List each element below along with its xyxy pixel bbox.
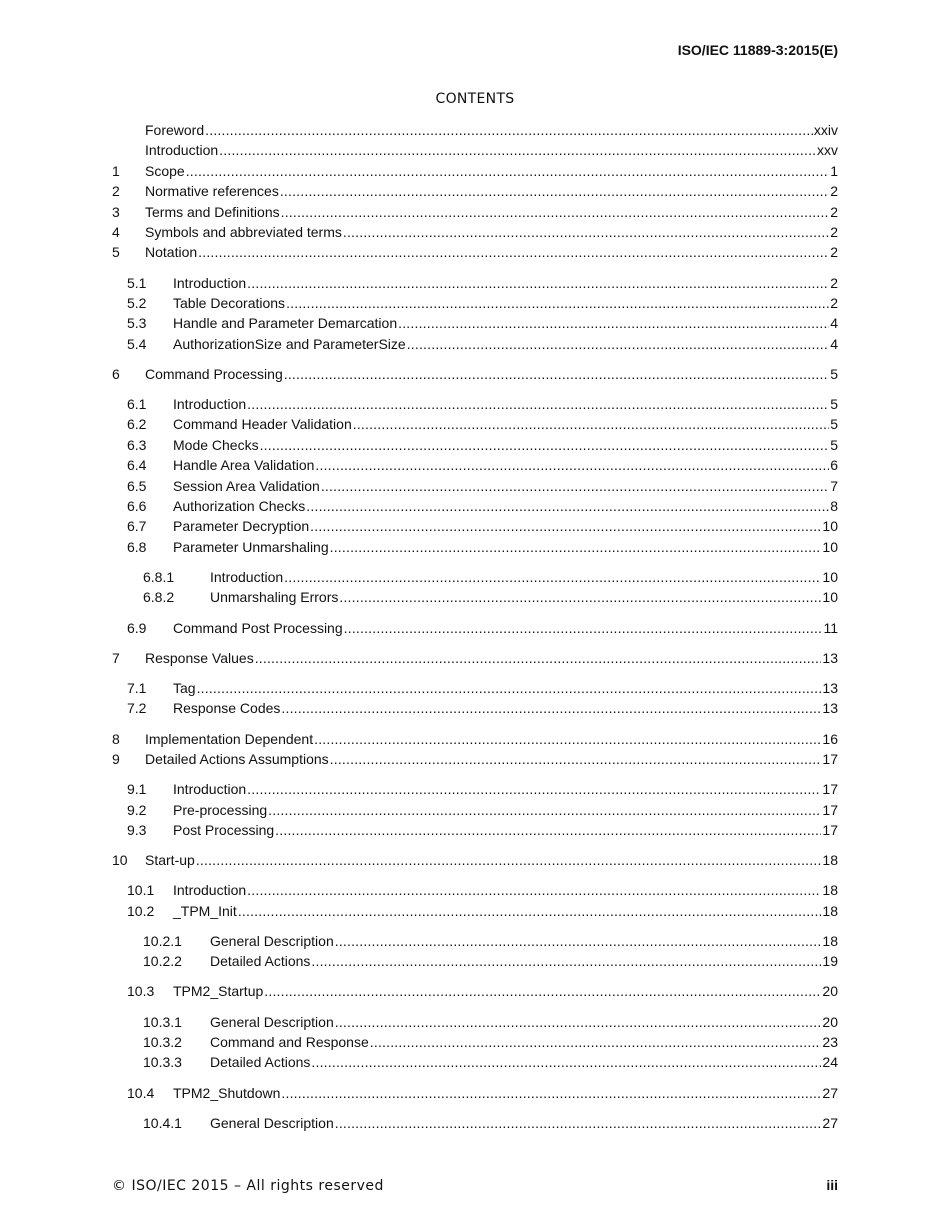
- toc-entry[interactable]: [112, 394, 838, 414]
- toc-entry-label: Normative references: [145, 183, 279, 200]
- toc-entry-page: 2: [830, 183, 838, 200]
- dot-leader: [264, 981, 821, 1001]
- toc-entry[interactable]: [112, 313, 838, 333]
- dot-leader: [315, 455, 829, 475]
- toc-entry-page: 10: [822, 569, 838, 585]
- document-id: ISO/IEC 11889-3:2015(E): [677, 42, 838, 58]
- toc-entry-number: 6.2: [127, 416, 147, 433]
- toc-entry[interactable]: [112, 749, 838, 769]
- toc-entry-number: 5.1: [127, 274, 147, 291]
- toc-entry-number: 1: [112, 162, 120, 179]
- toc-entry[interactable]: [112, 800, 838, 820]
- toc-entry-page: 13: [822, 679, 838, 696]
- toc-entry-number: 7.2: [127, 700, 147, 717]
- toc-entry[interactable]: [112, 698, 838, 718]
- toc-entry-label: General Description: [210, 932, 334, 949]
- toc-entry-number: 6.7: [127, 518, 147, 535]
- toc-entry[interactable]: [112, 222, 838, 242]
- toc-entry-label: General Description: [210, 1114, 334, 1131]
- dot-leader: [196, 850, 822, 870]
- toc-entry[interactable]: [112, 435, 838, 455]
- toc-entry[interactable]: [112, 120, 838, 140]
- toc-entry-number: 5.2: [127, 294, 147, 311]
- toc-entry-page: 19: [822, 953, 838, 970]
- toc-entry[interactable]: [112, 779, 838, 799]
- toc-entry-page: 27: [822, 1084, 838, 1101]
- toc-entry[interactable]: [112, 618, 838, 638]
- toc-entry-label: TPM2_Startup: [173, 983, 264, 1000]
- toc-entry-label: Symbols and abbreviated terms: [145, 223, 342, 240]
- toc-entry-label: Detailed Actions: [210, 953, 311, 970]
- dot-leader: [311, 1052, 821, 1072]
- toc-entry[interactable]: [112, 242, 838, 262]
- toc-entry-page: 2: [830, 203, 838, 220]
- dot-leader: [260, 435, 830, 455]
- dot-leader: [335, 931, 822, 951]
- toc-entry-page: 2: [830, 274, 838, 291]
- toc-entry-label: Detailed Actions: [210, 1054, 311, 1071]
- toc-entry-label: Start-up: [145, 852, 195, 869]
- toc-entry-number: 6.9: [127, 619, 147, 636]
- toc-entry-page: 5: [830, 396, 838, 413]
- dot-leader: [339, 587, 821, 607]
- toc-entry[interactable]: [112, 496, 838, 516]
- toc-entry-page: xxv: [817, 142, 838, 159]
- toc-entry[interactable]: [112, 181, 838, 201]
- toc-entry-number: 9.1: [127, 781, 147, 798]
- dot-leader: [238, 901, 822, 921]
- toc-entry-number: 10.1: [127, 882, 155, 899]
- toc-entry-page: 17: [822, 801, 838, 818]
- toc-entry-page: 7: [830, 477, 838, 494]
- toc-entry-label: Command and Response: [210, 1034, 369, 1050]
- toc-entry-page: 10: [822, 538, 838, 555]
- toc-entry[interactable]: [112, 293, 838, 313]
- toc-entry-label: Parameter Unmarshaling: [173, 538, 329, 555]
- toc-entry-page: 11: [823, 619, 838, 636]
- toc-entry-label: Introduction: [173, 882, 247, 899]
- dot-leader: [247, 880, 821, 900]
- toc-entry-page: 23: [822, 1034, 838, 1050]
- dot-leader: [343, 222, 829, 242]
- dot-leader: [284, 364, 829, 384]
- toc-entry[interactable]: [112, 161, 838, 181]
- toc-entry-page: 18: [822, 852, 838, 869]
- toc-entry-label: Table Decorations: [173, 294, 286, 311]
- toc-entry[interactable]: [112, 729, 838, 749]
- dot-leader: [275, 820, 821, 840]
- toc-entry-page: 2: [830, 244, 838, 261]
- toc-entry-label: Authorization Checks: [173, 498, 306, 515]
- toc-entry-label: General Description: [210, 1013, 334, 1030]
- toc-entry-page: 20: [822, 1013, 838, 1030]
- dot-leader: [335, 1113, 822, 1133]
- dot-leader: [310, 516, 821, 536]
- toc-entry-label: _TPM_Init: [173, 902, 237, 919]
- toc-entry-number: 6.6: [127, 498, 147, 515]
- dot-leader: [330, 749, 822, 769]
- dot-leader: [370, 1032, 822, 1052]
- toc-entry-label: Introduction: [145, 142, 219, 159]
- toc-entry[interactable]: [112, 364, 838, 384]
- toc-entry-label: Detailed Actions Assumptions: [145, 750, 329, 767]
- toc-entry[interactable]: [112, 951, 838, 971]
- toc-entry-number: 10.3: [127, 983, 155, 1000]
- toc-entry-number: 6.3: [127, 436, 147, 453]
- toc-entry[interactable]: [112, 537, 838, 557]
- dot-leader: [314, 729, 821, 749]
- toc-entry-page: 17: [822, 781, 838, 798]
- dot-leader: [330, 537, 822, 557]
- toc-entry-number: 5.4: [127, 335, 147, 352]
- toc-entry-page: 8: [830, 498, 838, 515]
- toc-entry-number: 10.3.1: [143, 1013, 182, 1030]
- toc-entry-page: 2: [830, 223, 838, 240]
- toc-entry-label: Introduction: [173, 274, 247, 291]
- dot-leader: [247, 779, 821, 799]
- toc-entry[interactable]: [112, 140, 838, 160]
- toc-entry-number: 10.3.3: [143, 1054, 182, 1071]
- toc-entry[interactable]: [112, 1012, 838, 1032]
- toc-entry[interactable]: [112, 981, 838, 1001]
- dot-leader: [281, 202, 830, 222]
- toc-entry-label: Terms and Definitions: [145, 203, 280, 220]
- dot-leader: [280, 181, 829, 201]
- toc-entry-label: Response Values: [145, 649, 254, 666]
- toc-entry-page: 6: [830, 457, 838, 474]
- dot-leader: [247, 273, 829, 293]
- dot-leader: [198, 242, 829, 262]
- toc-entry-page: 17: [822, 750, 838, 767]
- toc-entry[interactable]: [112, 334, 838, 354]
- dot-leader: [335, 1012, 822, 1032]
- dot-leader: [284, 567, 821, 587]
- toc-entry[interactable]: [112, 516, 838, 536]
- toc-entry-number: 6.8.1: [143, 569, 175, 585]
- toc-entry[interactable]: [112, 1032, 838, 1052]
- toc-entry-label: Foreword: [145, 122, 205, 138]
- toc-entry-label: Post Processing: [173, 821, 275, 838]
- toc-entry-page: xxiv: [813, 122, 838, 138]
- toc-entry-page: 2: [830, 294, 838, 311]
- toc-entry-page: 24: [822, 1054, 838, 1071]
- toc-entry-number: 6: [112, 365, 120, 382]
- toc-entry[interactable]: [112, 202, 838, 222]
- toc-entry-number: 10: [112, 852, 128, 869]
- toc-entry[interactable]: [112, 850, 838, 870]
- dot-leader: [321, 476, 829, 496]
- toc-entry-label: Command Header Validation: [173, 416, 352, 433]
- table-of-contents: [112, 120, 838, 1133]
- dot-leader: [205, 120, 813, 140]
- toc-entry-number: 10.2: [127, 902, 155, 919]
- toc-entry-number: 6.1: [127, 396, 147, 413]
- toc-entry[interactable]: [112, 1113, 838, 1133]
- toc-entry-page: 18: [822, 932, 838, 949]
- toc-entry-page: 4: [830, 335, 838, 352]
- toc-entry-number: 10.2.2: [143, 953, 182, 970]
- toc-entry-number: 9.3: [127, 821, 147, 838]
- toc-entry-label: Introduction: [173, 396, 247, 413]
- toc-entry-label: Mode Checks: [173, 436, 259, 453]
- toc-entry-page: 27: [822, 1114, 838, 1131]
- toc-entry-number: 10.3.2: [143, 1034, 182, 1050]
- toc-entry[interactable]: [112, 880, 838, 900]
- toc-entry-label: Pre-processing: [173, 801, 268, 818]
- toc-entry-number: 10.4: [127, 1084, 155, 1101]
- toc-entry-page: 16: [822, 730, 838, 747]
- toc-entry[interactable]: [112, 567, 838, 587]
- toc-entry-page: 18: [822, 902, 838, 919]
- toc-entry-label: Unmarshaling Errors: [210, 589, 339, 606]
- toc-entry-number: 7: [112, 649, 120, 666]
- copyright-notice: © ISO/IEC 2015 – All rights reserved: [112, 1178, 384, 1194]
- toc-entry-label: TPM2_Shutdown: [173, 1084, 281, 1101]
- toc-entry-label: Handle Area Validation: [173, 457, 315, 474]
- dot-leader: [186, 161, 830, 181]
- toc-entry[interactable]: [112, 648, 838, 668]
- dot-leader: [281, 698, 821, 718]
- toc-entry-number: 3: [112, 203, 120, 220]
- toc-entry-label: Scope: [145, 162, 185, 179]
- toc-entry-label: Notation: [145, 244, 198, 261]
- contents-title: CONTENTS: [435, 91, 515, 107]
- toc-entry[interactable]: [112, 678, 838, 698]
- dot-leader: [281, 1083, 821, 1103]
- toc-entry-page: 17: [822, 821, 838, 838]
- toc-entry[interactable]: [112, 476, 838, 496]
- toc-entry-number: 10.2.1: [143, 932, 182, 949]
- toc-entry-page: 5: [830, 365, 838, 382]
- toc-entry-page: 20: [822, 983, 838, 1000]
- toc-entry-number: 5.3: [127, 315, 147, 332]
- toc-entry[interactable]: [112, 901, 838, 921]
- toc-entry-label: Parameter Decryption: [173, 518, 310, 535]
- toc-entry-number: 4: [112, 223, 120, 240]
- toc-entry-page: 10: [822, 518, 838, 535]
- page-number: iii: [826, 1177, 838, 1193]
- toc-entry-page: 10: [822, 589, 838, 606]
- dot-leader: [306, 496, 829, 516]
- dot-leader: [407, 334, 830, 354]
- toc-entry-label: Tag: [173, 679, 196, 696]
- toc-entry-number: 6.5: [127, 477, 147, 494]
- toc-entry-label: Implementation Dependent: [145, 730, 314, 747]
- dot-leader: [247, 394, 829, 414]
- toc-entry-number: 2: [112, 183, 120, 200]
- toc-entry[interactable]: [112, 1083, 838, 1103]
- toc-entry-number: 7.1: [127, 679, 147, 696]
- toc-entry[interactable]: [112, 455, 838, 475]
- dot-leader: [197, 678, 822, 698]
- toc-entry-page: 18: [822, 882, 838, 899]
- toc-entry[interactable]: [112, 820, 838, 840]
- toc-entry-label: Command Post Processing: [173, 619, 343, 636]
- toc-entry[interactable]: [112, 931, 838, 951]
- toc-entry-page: 4: [830, 315, 838, 332]
- dot-leader: [268, 800, 821, 820]
- toc-entry-page: 5: [830, 416, 838, 433]
- toc-entry-page: 5: [830, 436, 838, 453]
- toc-entry-label: AuthorizationSize and ParameterSize: [173, 335, 406, 352]
- toc-entry-label: Session Area Validation: [173, 477, 320, 494]
- toc-entry-label: Introduction: [173, 781, 247, 798]
- toc-entry-label: Handle and Parameter Demarcation: [173, 315, 398, 332]
- toc-entry-number: 10.4.1: [143, 1114, 182, 1131]
- toc-entry[interactable]: [112, 1052, 838, 1072]
- toc-entry-number: 6.8.2: [143, 589, 175, 606]
- toc-entry-label: Response Codes: [173, 700, 281, 717]
- toc-entry[interactable]: [112, 587, 838, 607]
- dot-leader: [398, 313, 829, 333]
- toc-entry-label: Introduction: [210, 569, 284, 585]
- toc-entry-number: 9.2: [127, 801, 147, 818]
- dot-leader: [344, 618, 823, 638]
- dot-leader: [353, 414, 829, 434]
- dot-leader: [311, 951, 821, 971]
- toc-entry-number: 9: [112, 750, 120, 767]
- dot-leader: [255, 648, 822, 668]
- toc-entry-number: 8: [112, 730, 120, 747]
- toc-entry-page: 13: [822, 649, 838, 666]
- toc-entry[interactable]: [112, 414, 838, 434]
- toc-entry-number: 6.8: [127, 538, 147, 555]
- toc-entry-page: 1: [830, 162, 838, 179]
- toc-entry-label: Command Processing: [145, 365, 283, 382]
- toc-entry[interactable]: [112, 273, 838, 293]
- dot-leader: [219, 140, 816, 160]
- toc-entry-number: 6.4: [127, 457, 147, 474]
- toc-entry-page: 13: [822, 700, 838, 717]
- dot-leader: [286, 293, 829, 313]
- toc-entry-number: 5: [112, 244, 120, 261]
